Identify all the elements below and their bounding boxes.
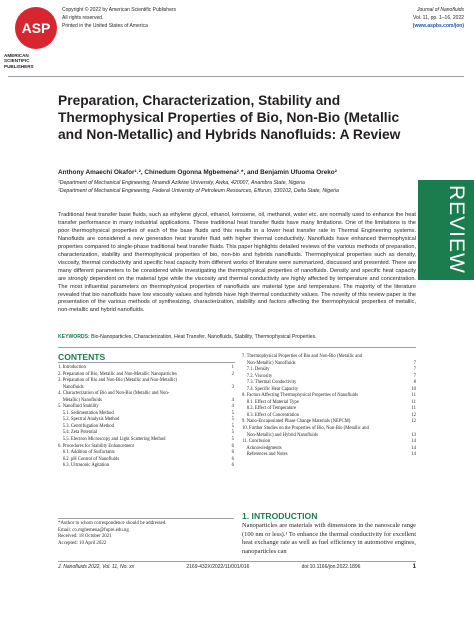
toc-entry-page: 6 xyxy=(231,456,234,462)
toc-entry-title: 6. Procedures for Stability Enhancement xyxy=(58,443,134,449)
toc-entry-title: 5.5. Electron Microscopy and Light Scattering Method xyxy=(58,437,166,443)
toc-entry-title: 11. Conclusion xyxy=(242,439,271,445)
affiliation-2: ²Department of Mechanical Engineering, Federal University of Petroleum Resources, Effurun, 330102, Delta State, Nigeria xyxy=(58,187,339,194)
toc-entry-title: 5.3. Centrifugation Method xyxy=(58,423,114,429)
toc-entry-title: 6.1. Addition of Surfactants xyxy=(58,450,115,456)
footer-doi: doi:10.1166/jon.2022.1896 xyxy=(301,564,361,570)
toc-entry-page: 5 xyxy=(231,430,234,436)
toc-entry-page: 11 xyxy=(411,393,416,399)
copyright-text: Copyright © 2022 by American Scientific Publishers xyxy=(62,7,177,13)
affiliation-1: ¹Department of Mechanical Engineering, Nnamdi Azikiwe University, Awka, 420007, Anambra State, Nigeria xyxy=(58,180,305,186)
toc-entry-title: 7.2. Viscosity xyxy=(242,373,273,379)
footer-divider xyxy=(58,561,416,562)
toc-entry-title: References and Notes xyxy=(242,452,288,458)
keywords-label: KEYWORDS: xyxy=(58,334,90,340)
toc-entry-page: 14 xyxy=(411,452,416,458)
publisher-line: PUBLISHERS xyxy=(4,63,34,69)
toc-entry-title: 1. Introduction xyxy=(58,365,86,370)
toc-left-column xyxy=(58,365,234,470)
toc-entry-title: Non-Metallic) and Hybrid Nanofluids xyxy=(242,432,318,438)
toc-entry-title: 7.4. Specific Heat Capacity xyxy=(242,386,299,392)
printed-text: Printed in the United States of America xyxy=(62,23,148,29)
author-list: Anthony Amaechi Okafor¹˒², Chinedum Ogonna Mgbemena²˒*, and Benjamin Ufuoma Oreko² xyxy=(58,169,337,176)
toc-entry-title: 8.1. Effect of Material Type xyxy=(242,399,299,405)
toc-entry-title: 6.2. pH Control of Nanofluids xyxy=(58,456,120,462)
toc-entry-page: 1 xyxy=(231,365,234,370)
toc-entry-page: 2 xyxy=(231,371,234,377)
toc-entry-page: 5 xyxy=(231,437,234,443)
toc-entry-page: 8 xyxy=(413,380,416,386)
toc-entry-title: 4. Characterization of Bio and Non-Bio (Metallic and Non- xyxy=(58,391,170,397)
toc-entry-title: 7. Thermophysical Properties of Bio and Non-Bio (Metallic and xyxy=(242,354,363,359)
toc-entry-title: 2. Preparation of Bio, Metallic and Non-Metallic Nanoparticles xyxy=(58,371,177,377)
footer-issn: 2169-432X/2022/11/001/016 xyxy=(186,564,250,570)
keywords xyxy=(58,334,416,341)
toc-entry-page: 12 xyxy=(411,412,416,418)
toc-entry-title: 5.4. Zeta Potential xyxy=(58,430,98,436)
toc-entry-page: 6 xyxy=(231,450,234,456)
header-divider xyxy=(8,76,464,77)
toc-entry-page: 11 xyxy=(411,399,416,405)
article-title: Preparation, Characterization, Stability and Thermophysical Properties of Bio, Non-Bio (Metallic and Non-Metallic) and Hybrids Nanofluids: A Review xyxy=(58,93,401,143)
toc-entry-page: 12 xyxy=(411,419,416,425)
toc-entry-page: 11 xyxy=(411,406,416,412)
publisher-name xyxy=(4,53,66,69)
toc-entry-page: 4 xyxy=(231,397,234,403)
footnote-accepted: Accepted: 10 April 2022 xyxy=(58,541,107,547)
toc-entry-title: 3. Preparation of Bio and Non-Bio (Metallic and Non-Metallic) xyxy=(58,378,178,384)
abstract: Traditional heat transfer base fluids, such as ethylene glycol, ethanol, kerosene, oil, methanol, water etc. are normally used to enhance the heat transfer performance in many industrial applications. These traditional heat transfer fluids have many limitations. One of the limitations is the poor thermophysical properties of each of the base fluids and this results in a lower heat transfer rate in Thermal Engineering systems. Nanofluids are considered a new generation heat transfer fluid with higher thermal conductivity. Nanofluids have enhanced thermophysical properties compared to single-phase traditional heat transfer fluids. This paper highlights detailed reviews of the various methods of preparation, characterization, stability and thermophysical properties of bio, non-bio and hybrids nanofluids. Thermophysical properties such as density, viscosity, thermal conductivity and specific heat capacity from different works of literature were summarized, discussed and presented. There are many different parameters to be considered while investigating the thermophysical properties of nanofluids. Density and specific heat capacity are strongly dependent on the material type while the viscosity and thermal conductivity are highly affected by temperature and concentration. The most influential parameters on thermophysical properties of nanofluids are material type and temperature. The majority of the literature revealed that bio nanofluids have low viscosity values and hybrids have high thermal conductivity values. The novelty of this review paper is the presentation of the various methods of synthesizing, characterization, stability and factors affecting the thermophysical properties of metallic, non-metallic and hybrid nanofluids. xyxy=(58,212,416,314)
toc-entry-page: 3 xyxy=(231,384,234,390)
toc-right-column xyxy=(242,354,416,459)
toc-entry-title: 8.3. Effect of Concentration xyxy=(242,412,300,418)
keywords-divider xyxy=(58,347,416,348)
toc-entry-page: 7 xyxy=(413,373,416,379)
toc-entry-title: 9. Nano-Encapsulated Phase Change Materials (NEPCM) xyxy=(242,419,351,425)
toc-entry-title: 7.1. Density xyxy=(242,367,270,373)
contents-heading: CONTENTS xyxy=(58,352,106,362)
toc-entry-title: 8.2. Effect of Temperature xyxy=(242,406,297,412)
toc-entry-page: 5 xyxy=(231,423,234,429)
journal-url-link[interactable]: (www.aspbs.com/jon) xyxy=(412,23,464,29)
footer-journal: J. Nanofluids 2022, Vol. 11, No. xx xyxy=(58,564,135,570)
toc-entry-title: 7.3. Thermal Conductivity xyxy=(242,380,297,386)
toc-entry-page: 6 xyxy=(231,443,234,449)
footnote-divider xyxy=(58,518,234,519)
introduction-body: Nanoparticles are materials with dimensions in the nanoscale range (100 nm or less).¹ To enhance the thermal conductivity for excellent heat exchange rate as well as fuel efficiency in automotive engines, nanoparticles can xyxy=(242,522,416,555)
toc-entry-page: 5 xyxy=(231,410,234,416)
toc-entry-page: 14 xyxy=(411,439,416,445)
publisher-logo xyxy=(14,6,58,50)
toc-entry-page: 14 xyxy=(411,445,416,451)
publisher-line: AMERICAN xyxy=(4,53,29,58)
toc-entry-page: 7 xyxy=(413,360,416,366)
toc-entry-title: Non-Metallic) Nanofluids xyxy=(242,360,296,366)
footnotes xyxy=(58,521,234,548)
toc-entry-page: 7 xyxy=(413,367,416,373)
publisher-line: SCIENTIFIC xyxy=(4,58,30,64)
journal-volume: Vol. 11, pp. 1–16, 2022 xyxy=(412,15,464,21)
toc-entry[interactable] xyxy=(58,463,234,470)
page-number: 1 xyxy=(412,564,416,570)
toc-entry-title: 10. Further Studies on the Properties of Bio, Non-Bio (Metallic and xyxy=(242,426,369,432)
toc-entry-page: 10 xyxy=(411,386,416,392)
toc-entry[interactable] xyxy=(242,452,416,459)
toc-entry-page: 5 xyxy=(231,417,234,423)
footnote-received: Received: 18 October 2021 xyxy=(58,534,112,540)
toc-entry-title: 5.1. Sedimentation Method xyxy=(58,410,114,416)
footnote-correspondence: *Author to whom correspondence should be addressed. xyxy=(58,521,167,526)
toc-entry-title: Nanofluids xyxy=(58,384,84,390)
rights-text: All rights reserved. xyxy=(62,15,104,21)
footnote-email: Email: co.mgbemena@fupre.edu.ng xyxy=(58,527,129,533)
review-label: REVIEW xyxy=(445,185,468,274)
toc-entry-title: 5.2. Spectral Analysis Method xyxy=(58,417,120,423)
toc-entry-title: 6.3. Ultrasonic Agitation xyxy=(58,463,110,469)
journal-info xyxy=(413,6,464,30)
introduction-heading: 1. INTRODUCTION xyxy=(242,511,318,521)
toc-entry-title: 5. Nanofluid Stability xyxy=(58,404,99,410)
toc-entry-page: 13 xyxy=(411,432,416,438)
toc-entry-page: 6 xyxy=(231,463,234,469)
toc-entry-title: 8. Factors Affecting Thermophysical Properties of Nanofluids xyxy=(242,393,359,399)
toc-entry-title: Acknowledgments xyxy=(242,445,282,451)
affiliations xyxy=(58,180,418,195)
copyright-block xyxy=(62,6,176,30)
journal-title: Journal of Nanofluids xyxy=(417,7,464,13)
toc-entry-title: Metallic) Nanofluids xyxy=(58,397,102,403)
keywords-text: Bio-Nanoparticles, Characterization, Heat Transfer, Nanofluids, Stability, Thermophysical Properties. xyxy=(91,334,317,340)
logo-text: ASP xyxy=(21,20,51,36)
toc-entry-page: 4 xyxy=(231,404,234,410)
page-footer xyxy=(58,564,416,570)
contents-divider xyxy=(58,362,235,363)
